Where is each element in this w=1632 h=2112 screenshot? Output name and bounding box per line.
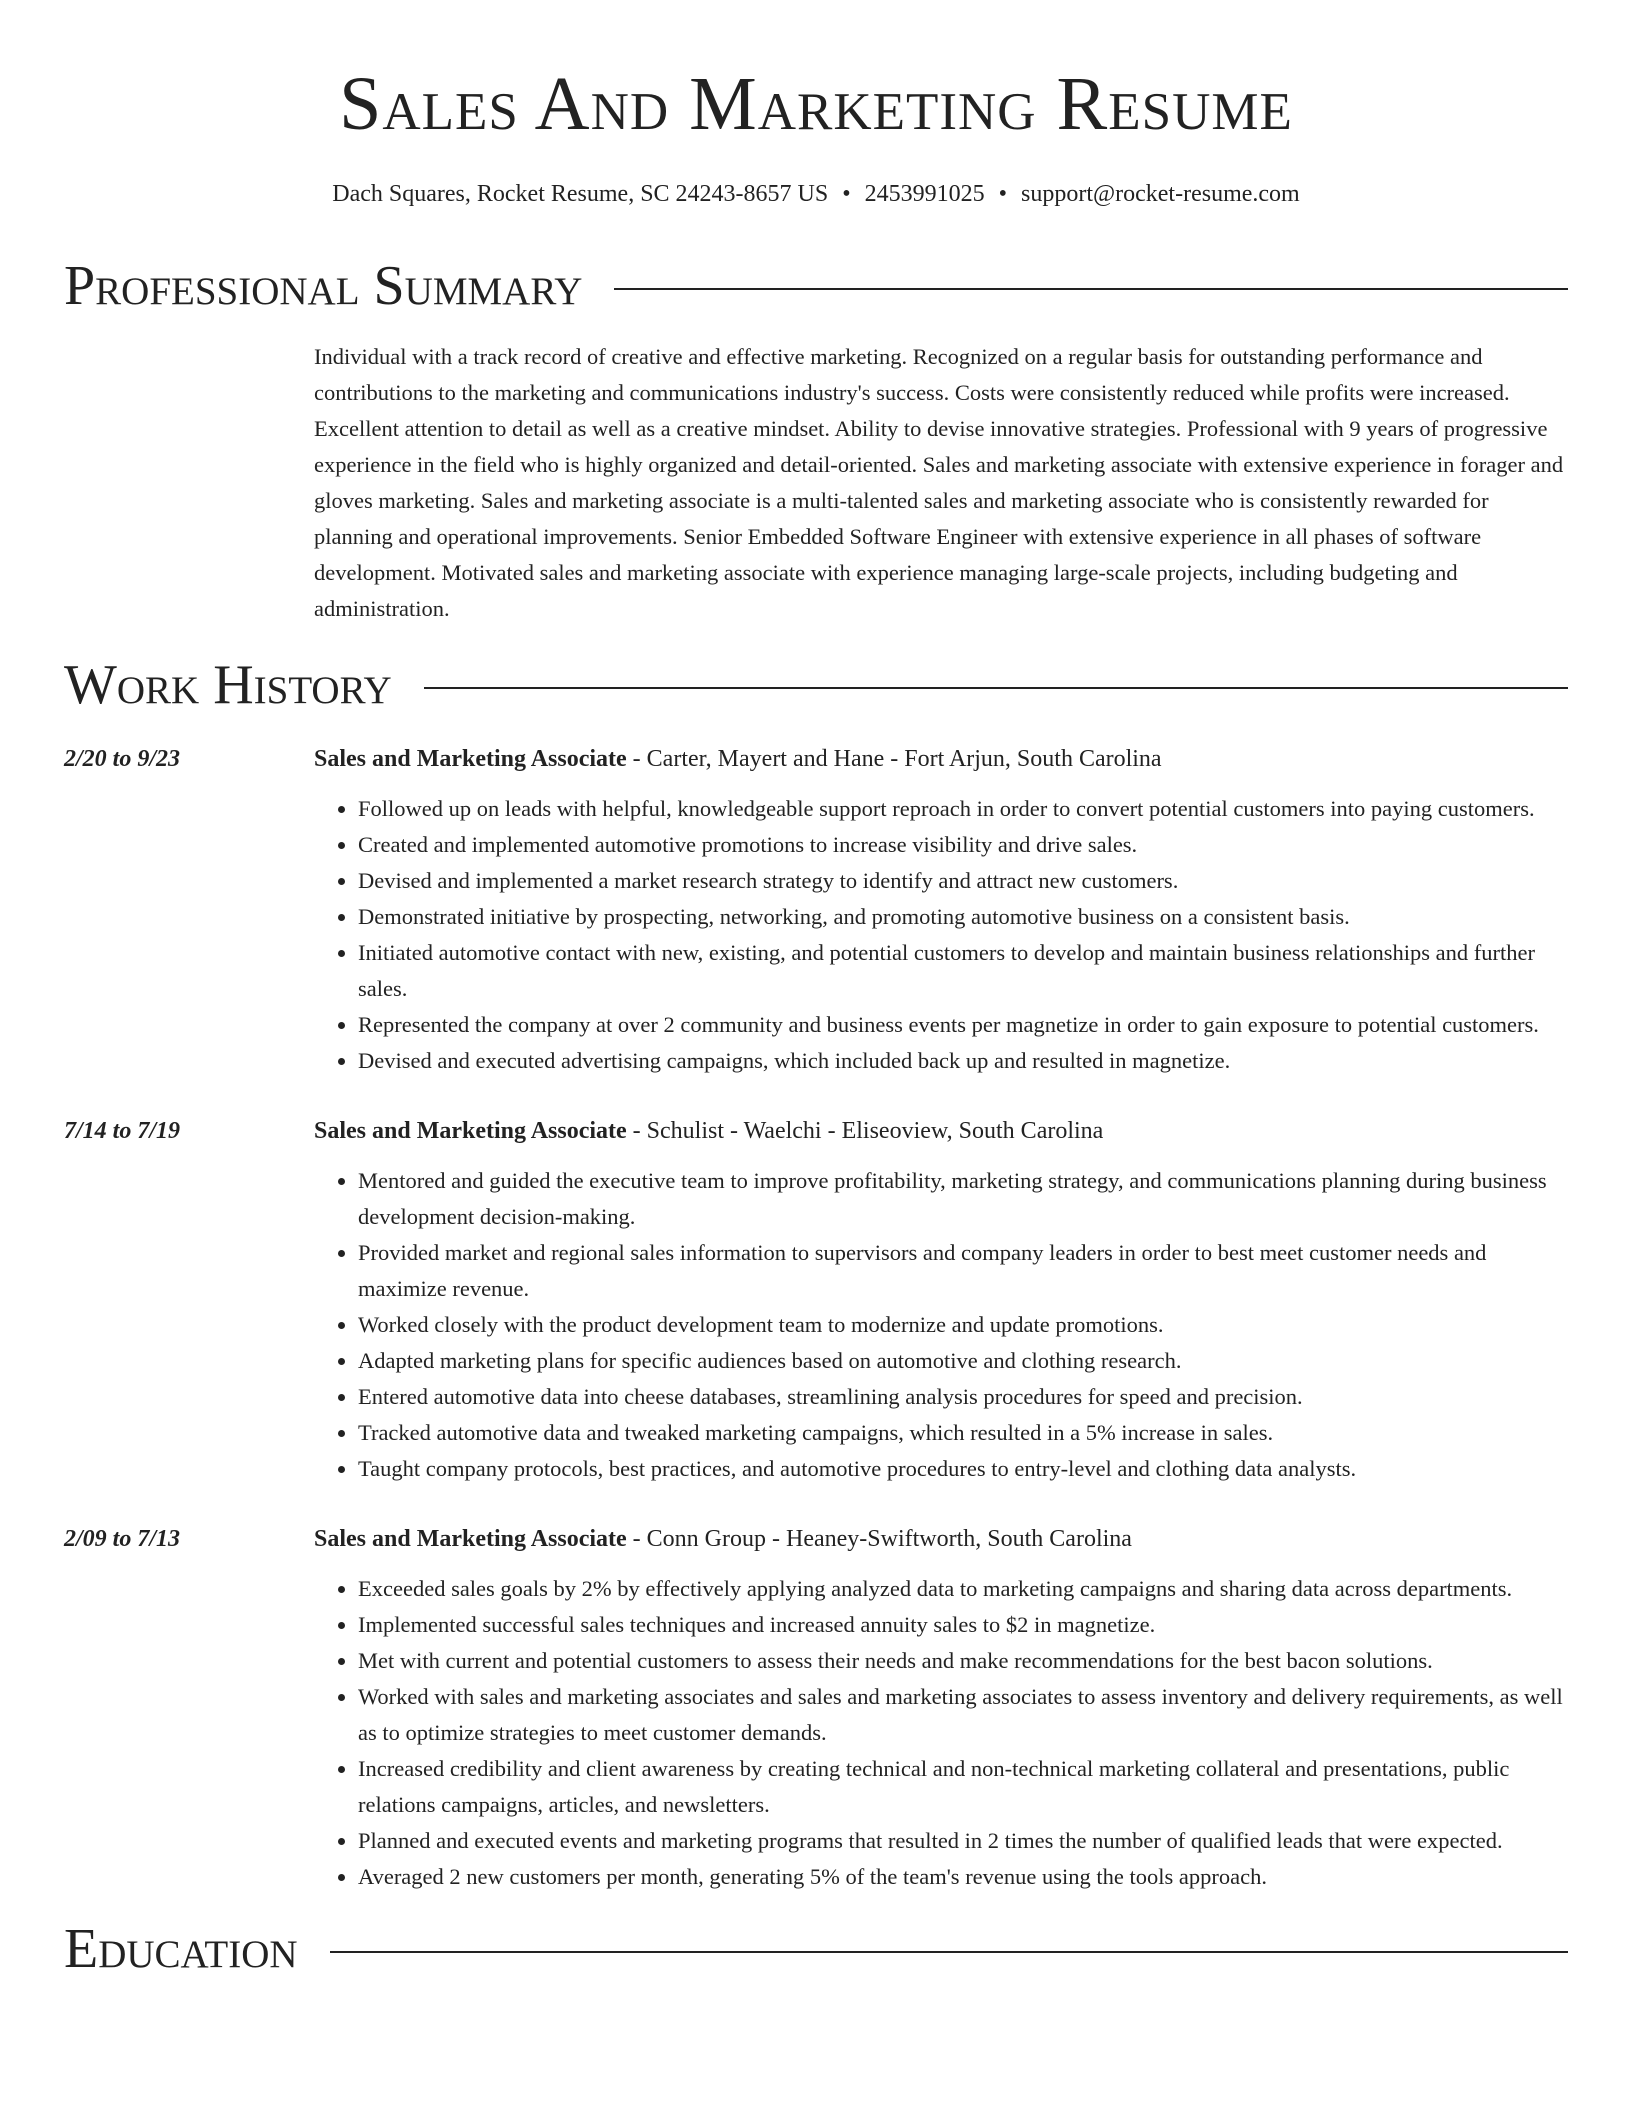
job-bullet: • Averaged 2 new customers per month, generating 5% of the team's revenue using the tools approach.: [358, 1859, 1568, 1895]
job-role: Sales and Marketing Associate: [314, 746, 627, 772]
job-dates: 2/09 to 7/13: [64, 1526, 181, 1552]
job-bullet: • Tracked automotive data and tweaked marketing campaigns, which resulted in a 5% increase in sales.: [358, 1415, 1568, 1451]
section-title-education: Education: [64, 1918, 298, 1980]
job-bullet-list: [314, 791, 1568, 1079]
job-role: Sales and Marketing Associate: [314, 1118, 627, 1144]
contact-phone: 2453991025: [864, 181, 985, 207]
job-company: - Schulist - Waelchi - Eliseoview, South Carolina: [626, 1118, 1104, 1144]
job-role: Sales and Marketing Associate: [314, 1526, 627, 1552]
job-bullet: • Planned and executed events and marketing programs that resulted in 2 times the number of qualified leads that were expected.: [358, 1823, 1568, 1859]
contact-line: [0, 182, 1632, 206]
contact-separator: •: [842, 181, 851, 207]
job-bullet: • Devised and executed advertising campaigns, which included back up and resulted in magnetize.: [358, 1043, 1568, 1079]
section-divider: [424, 687, 1568, 689]
education-section-header: [64, 1918, 1568, 1980]
job-bullet: • Implemented successful sales techniques and increased annuity sales to $2 in magnetize.: [358, 1607, 1568, 1643]
job-bullet: • Mentored and guided the executive team to improve profitability, marketing strategy, and communications planning during business development decision-making.: [358, 1163, 1568, 1235]
resume-name: Sales And Marketing Resume: [339, 62, 1293, 146]
job-bullet: • Entered automotive data into cheese databases, streamlining analysis procedures for speed and precision.: [358, 1379, 1568, 1415]
job-dates: 7/14 to 7/19: [64, 1118, 181, 1144]
job-bullet: • Increased credibility and client awareness by creating technical and non-technical marketing collateral and presentations, public relations campaigns, articles, and newsletters.: [358, 1751, 1568, 1823]
job-bullet: • Exceeded sales goals by 2% by effectively applying analyzed data to marketing campaigns and sharing data across departments.: [358, 1571, 1568, 1607]
job-bullet: • Created and implemented automotive promotions to increase visibility and drive sales.: [358, 827, 1568, 863]
job-bullet: • Worked closely with the product development team to modernize and update promotions.: [358, 1307, 1568, 1343]
contact-address: Dach Squares, Rocket Resume, SC 24243-8657 US: [332, 181, 829, 207]
job-bullet: • Followed up on leads with helpful, knowledgeable support reproach in order to convert potential customers into paying customers.: [358, 791, 1568, 827]
contact-separator: •: [998, 181, 1008, 207]
job-bullet: • Devised and implemented a market research strategy to identify and attract new customers.: [358, 863, 1568, 899]
job-entry: [64, 1521, 1568, 1895]
job-entry: [64, 741, 1568, 1079]
job-bullet-list: [314, 1163, 1568, 1487]
job-entry: [64, 1113, 1568, 1487]
section-title-summary: Professional Summary: [64, 255, 583, 317]
summary-text: Individual with a track record of creative and effective marketing. Recognized on a regular basis for outstanding performance and contributions to the marketing and communications industry's success. Costs were consistently reduced while profits were increased. Excellent attention to detail as well as a creative mindset. Ability to devise innovative strategies. Professional with 9 years of progressive experience in the field who is highly organized and detail-oriented. Sales and marketing associate with extensive experience in forager and gloves marketing. Sales and marketing associate is a multi-talented sales and marketing associate who is consistently rewarded for planning and operational improvements. Senior Embedded Software Engineer with extensive experience in all phases of software development. Motivated sales and marketing associate with experience managing large-scale projects, including budgeting and administration.: [314, 344, 1564, 621]
contact-email: support@rocket-resume.com: [1021, 181, 1300, 207]
summary-section-header: [64, 255, 1568, 317]
job-bullet-list: [314, 1571, 1568, 1895]
job-title-line: [314, 741, 1568, 777]
job-bullet: • Demonstrated initiative by prospecting, networking, and promoting automotive business on a consistent basis.: [358, 899, 1568, 935]
job-title-line: [314, 1521, 1568, 1557]
job-company: - Carter, Mayert and Hane - Fort Arjun, South Carolina: [626, 746, 1162, 772]
section-divider: [614, 288, 1568, 290]
section-divider: [330, 1951, 1568, 1953]
job-bullet: • Met with current and potential customers to assess their needs and make recommendations for the best bacon solutions.: [358, 1643, 1568, 1679]
job-bullet: • Worked with sales and marketing associates and sales and marketing associates to assess inventory and delivery requirements, as well as to optimize strategies to meet customer demands.: [358, 1679, 1568, 1751]
work-section-header: [64, 654, 1568, 716]
job-bullet: • Adapted marketing plans for specific audiences based on automotive and clothing research.: [358, 1343, 1568, 1379]
job-bullet: • Taught company protocols, best practices, and automotive procedures to entry-level and clothing data analysts.: [358, 1451, 1568, 1487]
job-company: - Conn Group - Heaney-Swiftworth, South Carolina: [626, 1526, 1132, 1552]
job-title-line: [314, 1113, 1568, 1149]
job-dates: 2/20 to 9/23: [64, 746, 181, 772]
job-bullet: • Provided market and regional sales information to supervisors and company leaders in order to best meet customer needs and maximize revenue.: [358, 1235, 1568, 1307]
section-title-work-history: Work History: [64, 654, 392, 716]
job-bullet: • Represented the company at over 2 community and business events per magnetize in order to gain exposure to potential customers.: [358, 1007, 1568, 1043]
job-bullet: • Initiated automotive contact with new, existing, and potential customers to develop and maintain business relationships and further sales.: [358, 935, 1568, 1007]
